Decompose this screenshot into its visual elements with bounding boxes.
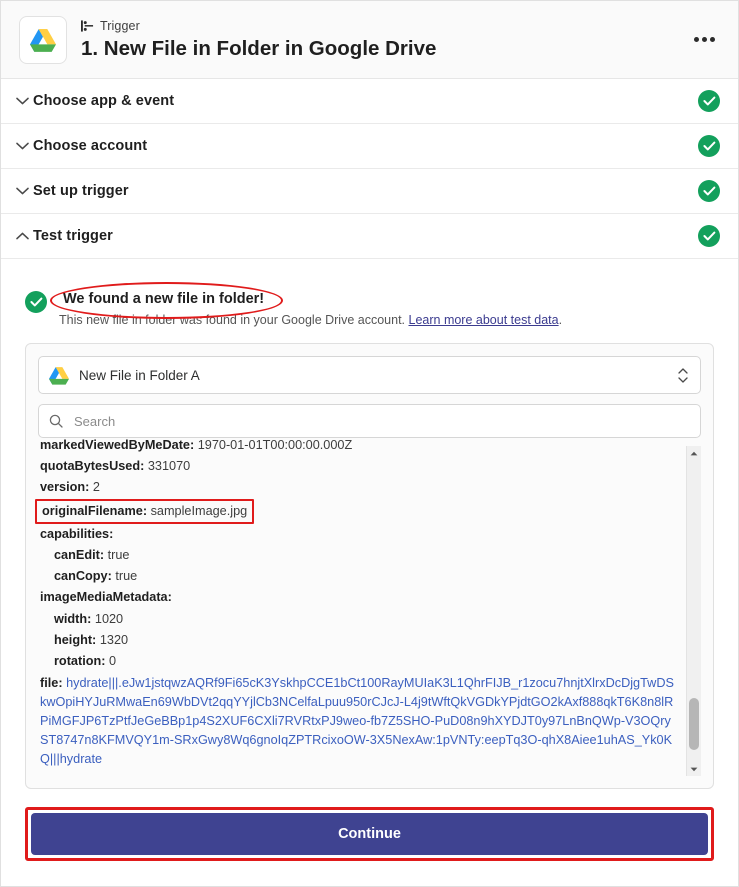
record-select[interactable] — [38, 356, 701, 394]
red-rectangle-annotation — [25, 807, 714, 861]
field-key: capabilities: — [40, 526, 114, 541]
field-value: 1970-01-01T00:00:00.000Z — [197, 438, 353, 452]
field-value: 2 — [92, 480, 100, 495]
record-fields-list — [38, 435, 679, 769]
status-badge-complete — [698, 180, 720, 202]
test-result-subtitle — [59, 313, 562, 327]
field-key: height: — [54, 632, 97, 647]
chevron-down-icon — [11, 187, 33, 195]
field-value-hydrate-blob: hydrate|||.eJw1jstqwzAQRf9Fi65cK3YskhpCCE1bCt100RayMUIaK3L1QhrFIJB_r1zocu7hnjtXlrxDcDjgTwDSkwOpiHYJuRMwaEn69WbDVt2qqYYjlCb3NCelfaLpuu950rCJcJ-L4j9tWftQkVGDkYPjdtGO2kAxf888qkT6K8n8lRPiMGFJP6TzPtfJeGeBBp1p4S2XUF6CXli7RVRtxPJ9weo-fb7Z5SHO-PuD08n9hXYDJT0y97LnBnQWp-V3OQryST8747n8KFMVQY1m-SRxGwy8Wq6gnoIqZPTRcixoOW-3X5NexAw:1pVNTy:eepTq3O-qhX8Aiee1uhAS_Yk0KQ|||hydrate — [40, 676, 674, 767]
field-row — [38, 456, 679, 477]
search-input[interactable] — [72, 413, 690, 430]
red-rectangle-annotation — [35, 499, 254, 524]
accordion-label: Choose account — [33, 138, 148, 154]
field-key: version: — [40, 480, 90, 495]
field-value: 331070 — [147, 459, 191, 474]
accordion-choose-app-event[interactable] — [1, 79, 738, 124]
field-row — [38, 524, 679, 545]
chevron-down-icon — [11, 142, 33, 150]
accordion-choose-account[interactable] — [1, 124, 738, 169]
field-key: originalFilename: — [42, 503, 148, 518]
success-check-icon — [25, 291, 47, 313]
field-row — [38, 477, 679, 498]
step-header — [1, 1, 738, 79]
accordion-label: Set up trigger — [33, 183, 129, 199]
status-badge-complete — [698, 90, 720, 112]
field-value: true — [107, 548, 130, 563]
more-options-icon[interactable] — [688, 26, 720, 54]
accordion-label: Test trigger — [33, 228, 113, 244]
chevron-updown-icon — [676, 368, 690, 383]
field-key: imageMediaMetadata: — [40, 590, 172, 605]
page-title: 1. New File in Folder in Google Drive — [81, 36, 437, 60]
field-row — [38, 609, 679, 630]
field-value: 1320 — [99, 632, 129, 647]
trigger-row — [81, 18, 688, 34]
field-key: width: — [54, 611, 92, 626]
scroll-down-icon[interactable] — [687, 762, 701, 776]
field-key: file: — [40, 676, 63, 691]
google-drive-icon — [49, 366, 69, 385]
field-value: true — [115, 569, 138, 584]
field-row — [38, 545, 679, 566]
field-value: sampleImage.jpg — [150, 503, 248, 518]
accordion-test-trigger[interactable] — [1, 214, 738, 259]
field-row — [38, 435, 679, 456]
chevron-up-icon — [11, 232, 33, 240]
record-fields-scroll-area — [38, 438, 701, 776]
field-key: quotaBytesUsed: — [40, 459, 145, 474]
field-value: 1020 — [94, 611, 124, 626]
field-value: 0 — [108, 654, 117, 669]
field-row-file — [38, 674, 679, 769]
test-result-subtitle-text: This new file in folder was found in your Google Drive account. — [59, 313, 406, 327]
test-result-text — [59, 289, 562, 327]
field-key: canCopy: — [54, 569, 112, 584]
subtitle-period: . — [558, 313, 563, 327]
field-row — [38, 566, 679, 587]
scrollbar[interactable] — [686, 446, 701, 776]
google-drive-icon — [19, 16, 67, 64]
test-record-card — [25, 343, 714, 789]
field-row-highlighted-wrap — [38, 499, 679, 524]
continue-button[interactable]: Continue — [31, 813, 708, 855]
accordion-set-up-trigger[interactable] — [1, 169, 738, 214]
test-result-title: We found a new file in folder! — [63, 291, 265, 307]
accordion-label: Choose app & event — [33, 93, 175, 109]
search-icon — [49, 414, 63, 428]
scrollbar-thumb[interactable] — [689, 698, 699, 750]
field-key: markedViewedByMeDate: — [40, 438, 195, 452]
field-key: rotation: — [54, 654, 106, 669]
step-header-text — [81, 18, 688, 62]
chevron-down-icon — [11, 97, 33, 105]
test-result-banner — [25, 259, 714, 327]
trigger-label: Trigger — [100, 18, 140, 33]
field-row — [38, 587, 679, 608]
learn-more-link[interactable]: Learn more about test data — [408, 313, 559, 327]
status-badge-complete — [698, 135, 720, 157]
field-row — [38, 651, 679, 672]
test-trigger-panel — [1, 259, 738, 789]
status-badge-complete — [698, 225, 720, 247]
scroll-up-icon[interactable] — [687, 446, 701, 460]
field-key: canEdit: — [54, 548, 105, 563]
record-select-value: New File in Folder A — [79, 367, 200, 383]
search-field[interactable] — [38, 404, 701, 438]
field-row — [38, 630, 679, 651]
trigger-icon — [81, 20, 94, 32]
